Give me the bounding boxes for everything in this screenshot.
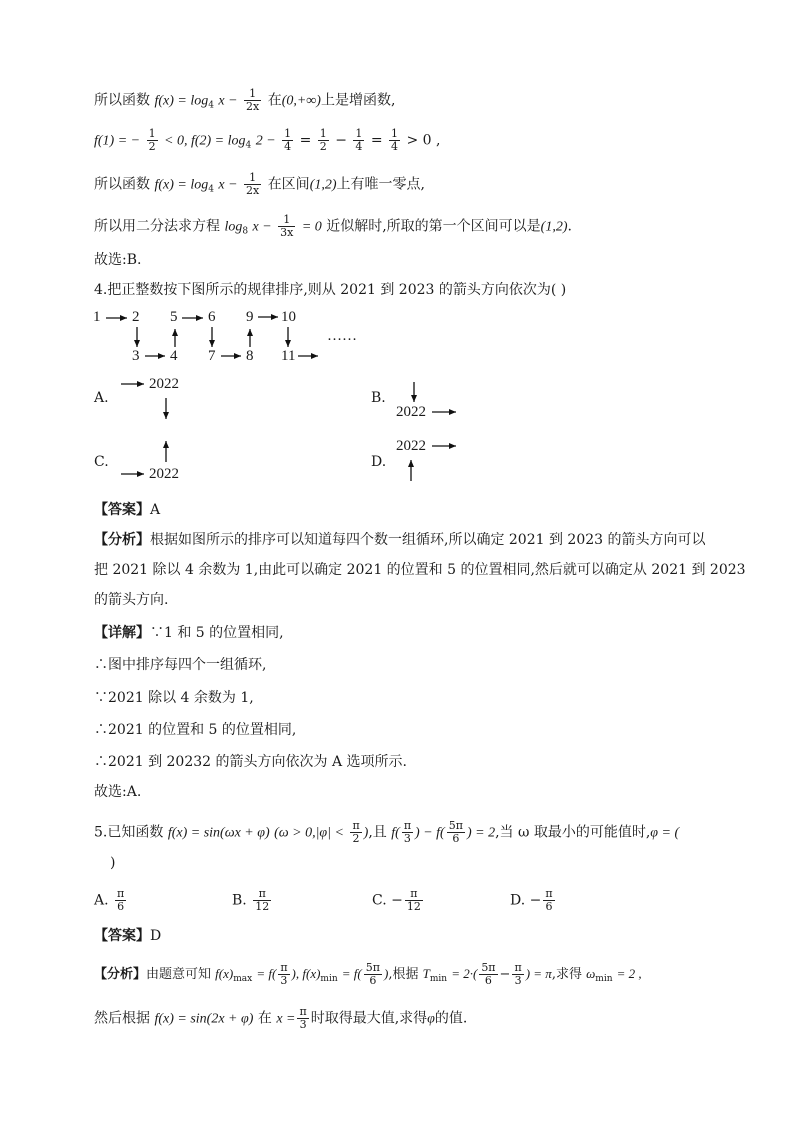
seq-num: 3 (132, 348, 140, 364)
q3-line-3: 所以函数 $f(x) = \log_4 x$ − $\frac{1}{2x}$ 在区间(1,2)上有唯一零点, (94, 171, 425, 197)
q3-line-4: 所以用二分法求方程 $\log_8 x$ − $\frac{1}{3x}$ = 0 近似解时,所取的第一个区间可以是(1,2). (94, 213, 572, 239)
option-a-label: A. (94, 390, 109, 406)
q5-analysis-2: 然后根据 f(x) = sin(2x + φ) 在 x = $\frac{\pi}{3}$ 时取得最大值,求得φ的值. (94, 1005, 468, 1031)
q5-option-a: A. $\frac{\pi}{6}$ (94, 887, 125, 913)
seq-num: 4 (170, 348, 178, 364)
option-c-label: C. (94, 454, 109, 470)
seq-num: 1 (93, 309, 101, 325)
q4-detail-5: ∴2021 到 20232 的箭头方向依次为 A 选项所示. (94, 754, 407, 770)
seq-num: 7 (208, 348, 216, 364)
q3-answer: 故选:B. (94, 252, 142, 268)
q5-analysis-1: 【分析】由题意可知 $f(x)_{max} = f$( $\frac{\pi}{3}$ ), $f(x)_{min} = f$( $\frac{5\pi}{6}$ ),根据 $T_{min} = 2\cdot$( $\frac{5\pi}{6}$ − $\frac{\pi}{3}$ ) = π,求得 $\omega_{min} = 2$ , (94, 961, 642, 987)
option-b-number: 2022 (396, 404, 426, 420)
q4-final: 故选:A. (94, 784, 142, 800)
seq-num: 5 (170, 309, 178, 325)
seq-num: 10 (281, 309, 296, 325)
option-c-number: 2022 (149, 466, 179, 482)
option-b-label: B. (371, 390, 386, 406)
q4-detail-2: ∴图中排序每四个一组循环, (94, 657, 267, 673)
option-d-number: 2022 (396, 438, 426, 454)
q4-answer: 【答案】A (94, 502, 161, 518)
option-d-label: D. (371, 454, 387, 470)
q4-analysis-1: 【分析】根据如图所示的排序可以知道每四个数一组循环,所以确定 2021 到 2023 的箭头方向可以 (94, 532, 706, 548)
q4-detail-1: 【详解】∵1 和 5 的位置相同, (94, 625, 284, 641)
seq-num: 9 (246, 309, 254, 325)
q4-stem: 4.把正整数按下图所示的规律排序,则从 2021 到 2023 的箭头方向依次为( ) (94, 282, 567, 298)
q4-detail-4: ∴2021 的位置和 5 的位置相同, (94, 722, 297, 738)
q5-option-d: D. − $\frac{\pi}{6}$ (510, 887, 553, 913)
seq-num: 6 (208, 309, 216, 325)
seq-dots: …… (327, 328, 357, 344)
q4-analysis-2: 把 2021 除以 4 余数为 1,由此可以确定 2021 的位置和 5 的位置相同,然后就可以确定从 2021 到 2023 (94, 562, 746, 578)
q3-line-2: f(1) = − $\frac{1}{2}$ < 0, $f(2) = \log_4 2$ − $\frac{1}{4}$ = $\frac{1}{2}$ − $\frac{1}{4}$ = $\frac{1}{4}$ > 0 , (94, 127, 441, 153)
q3-line-1: 所以函数 $f(x) = \log_4 x$ − $\frac{1}{2x}$ 在(0,+∞)上是增函数, (94, 87, 396, 113)
q5-stem: 5.已知函数 f(x) = sin(ωx + φ) (ω > 0,|φ| < $\frac{\pi}{2}$ ),且 f( $\frac{\pi}{3}$ ) − f( $\frac{5\pi}{6}$ ) = 2,当 ω 取最小的可能值时,φ = ( (94, 819, 680, 845)
q5-option-c: C. − $\frac{\pi}{12}$ (372, 887, 421, 913)
seq-num: 2 (132, 309, 140, 325)
q5-stem-close: ) (110, 855, 116, 871)
seq-num: 11 (281, 348, 296, 364)
seq-num: 8 (246, 348, 254, 364)
q4-analysis-3: 的箭头方向. (94, 592, 169, 608)
q5-answer: 【答案】D (94, 928, 162, 944)
q4-detail-3: ∵2021 除以 4 余数为 1, (94, 690, 254, 706)
option-a-number: 2022 (149, 376, 179, 392)
q5-option-b: B. $\frac{\pi}{12}$ (232, 887, 270, 913)
